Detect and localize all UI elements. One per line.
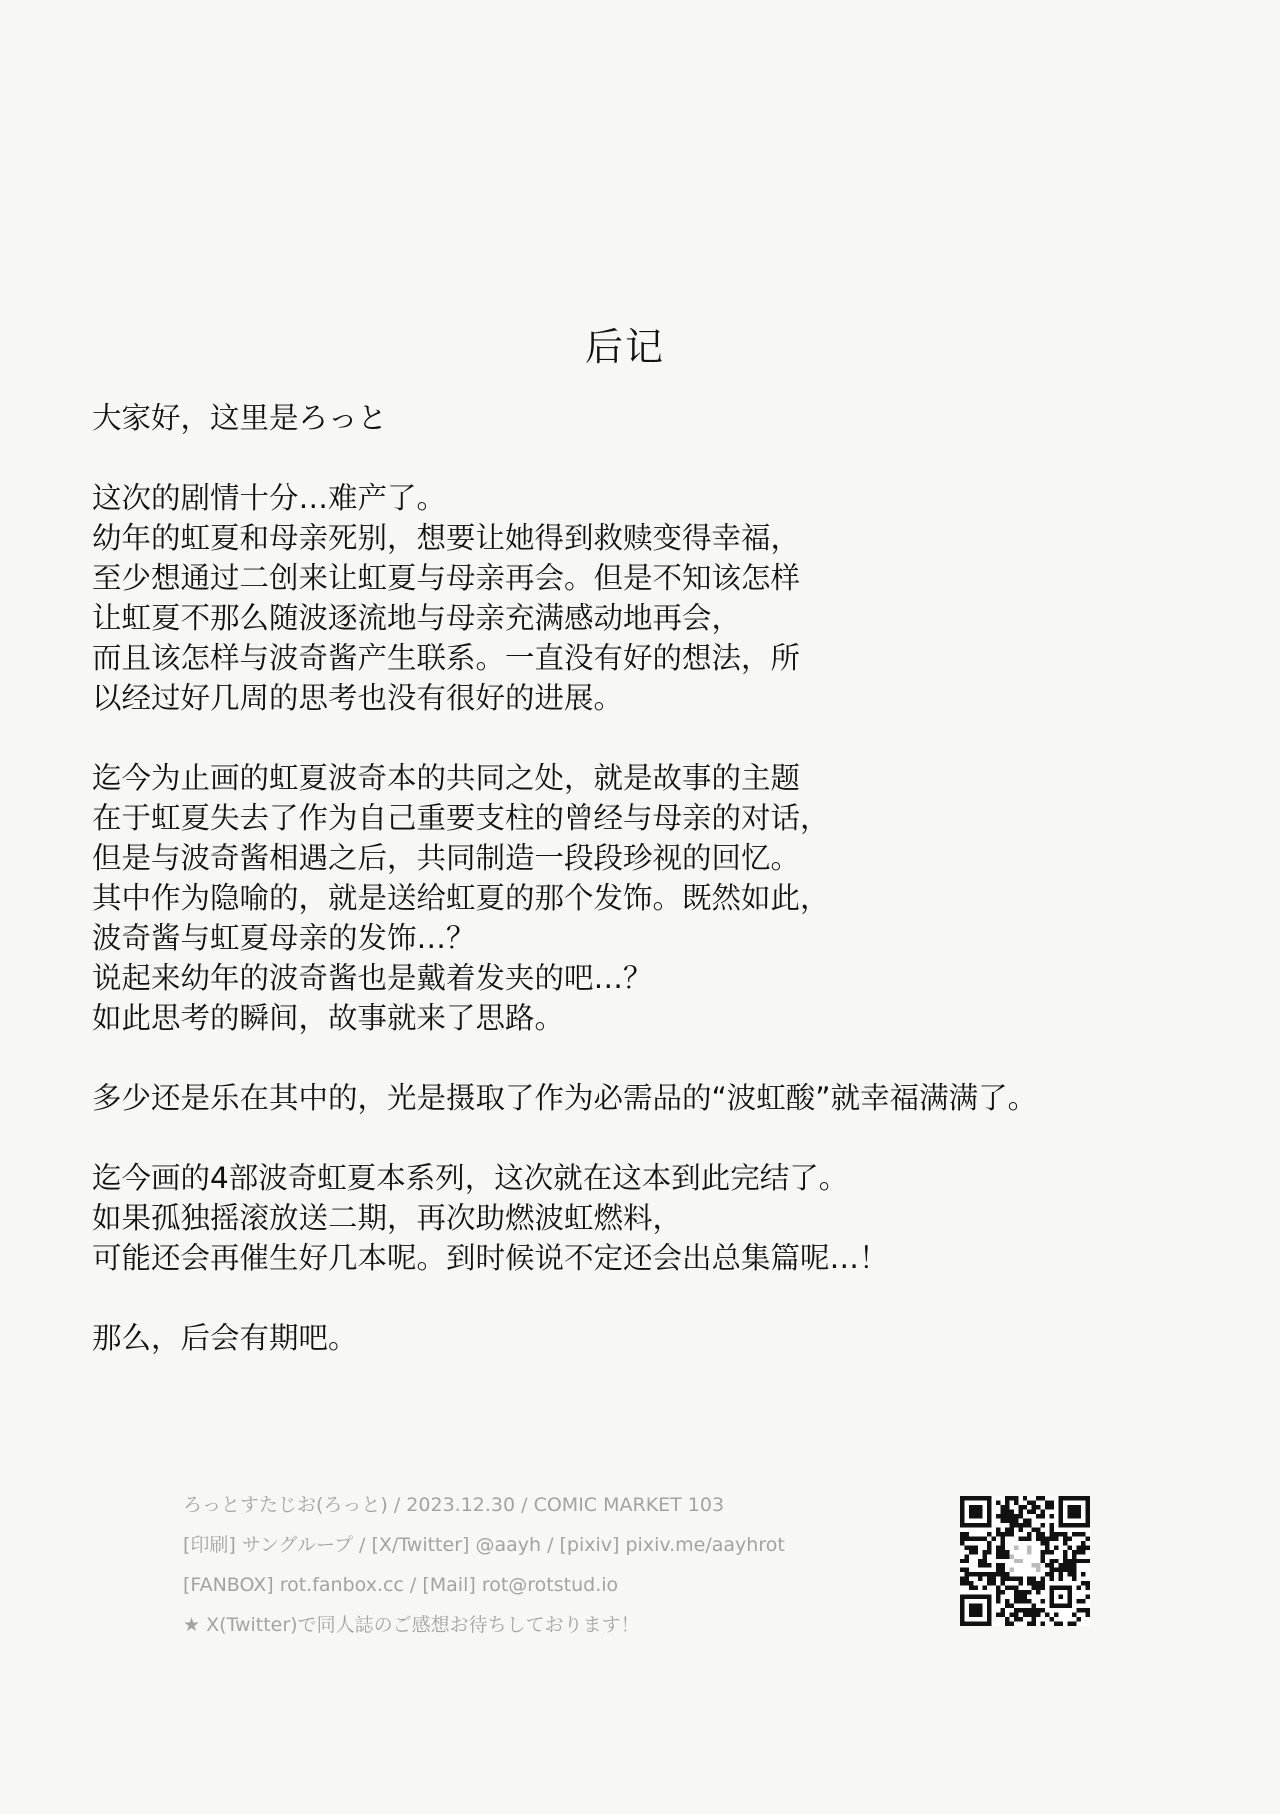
paragraph-series-end	[92, 1158, 1262, 1278]
text-line: 大家好，这里是ろっと	[92, 401, 388, 435]
text-line: 在于虹夏失去了作为自己重要支柱的曾经与母亲的对话，	[92, 801, 830, 835]
text-line: 其中作为隐喻的，就是送给虹夏的那个发饰。既然如此，	[92, 881, 830, 915]
paragraph-enjoyment	[92, 1078, 1262, 1118]
paragraph-theme	[92, 758, 1262, 1038]
colophon-links-line: [印刷] サングループ / [X/Twitter] @aayh / [pixiv] pixiv.me/aayhrot	[183, 1534, 785, 1556]
text-line: 可能还会再催生好几本呢。到时候说不定还会出总集篇呢…！	[92, 1241, 889, 1275]
text-line: 说起来幼年的波奇酱也是戴着发夹的吧…？	[92, 961, 653, 995]
text-line: 迄今画的4部波奇虹夏本系列，这次就在这本到此完结了。	[92, 1161, 849, 1195]
text-line: 至少想通过二创来让虹夏与母亲再会。但是不知该怎样	[92, 561, 801, 595]
afterword-body	[92, 398, 1262, 1358]
text-line: 以经过好几周的思考也没有很好的进展。	[92, 681, 624, 715]
text-line: 如此思考的瞬间，故事就来了思路。	[92, 1001, 565, 1035]
text-line: 多少还是乐在其中的，光是摄取了作为必需品的“波虹酸”就幸福满满了。	[92, 1081, 1038, 1115]
text-line: 这次的剧情十分…难产了。	[92, 481, 447, 515]
text-line: 但是与波奇酱相遇之后，共同制造一段段珍视的回忆。	[92, 841, 801, 875]
colophon-circle-line: ろっとすたじお(ろっと) / 2023.12.30 / COMIC MARKET 103	[183, 1494, 725, 1516]
text-line: 迄今为止画的虹夏波奇本的共同之处，就是故事的主题	[92, 761, 801, 795]
text-line: 幼年的虹夏和母亲死别，想要让她得到救赎变得幸福，	[92, 521, 801, 555]
text-line: 而且该怎样与波奇酱产生联系。一直没有好的想法，所	[92, 641, 801, 675]
text-line: 波奇酱与虹夏母亲的发饰…？	[92, 921, 476, 955]
paragraph-greeting	[92, 398, 1262, 438]
text-line: 让虹夏不那么随波逐流地与母亲充满感动地再会，	[92, 601, 742, 635]
text-line: 如果孤独摇滚放送二期，再次助燃波虹燃料，	[92, 1201, 683, 1235]
qr-code-icon	[960, 1496, 1090, 1626]
colophon-feedback-line: ★ X(Twitter)で同人誌のご感想お待ちしております！	[183, 1614, 640, 1636]
text-line: 那么，后会有期吧。	[92, 1321, 358, 1355]
paragraph-farewell	[92, 1318, 1262, 1358]
paragraph-story-difficulty	[92, 478, 1262, 718]
colophon-contact-line: [FANBOX] rot.fanbox.cc / [Mail] rot@rotstud.io	[183, 1574, 619, 1596]
colophon	[183, 1485, 883, 1645]
page-title: 后记	[584, 325, 665, 369]
